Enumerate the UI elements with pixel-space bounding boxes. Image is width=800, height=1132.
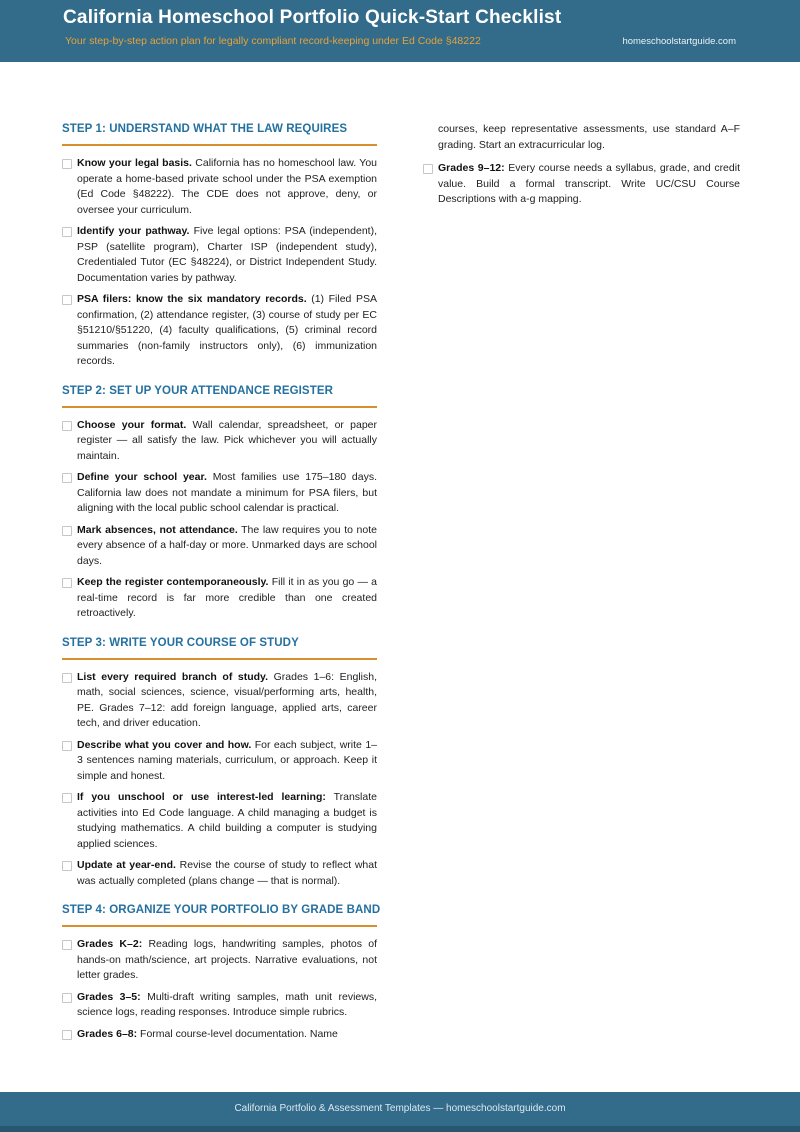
item-label: Grades 9–12: bbox=[438, 162, 505, 174]
item-label: If you unschool or use interest-led learning: bbox=[77, 791, 326, 803]
item-label: Define your school year. bbox=[77, 471, 207, 483]
step-2-heading: STEP 2: SET UP YOUR ATTENDANCE REGISTER bbox=[62, 384, 333, 397]
step-4-heading: STEP 4: ORGANIZE YOUR PORTFOLIO BY GRADE BAND bbox=[62, 904, 381, 916]
site-url: homeschoolstartguide.com bbox=[622, 36, 736, 47]
checkbox-icon bbox=[62, 578, 72, 588]
checkbox-icon bbox=[62, 940, 72, 950]
footer-bottom-strip bbox=[0, 1126, 800, 1132]
item-label: Describe what you cover and how. bbox=[77, 738, 252, 751]
page-subtitle: Your step-by-step action plan for legally compliant record-keeping under Ed Code §48222 bbox=[65, 35, 481, 47]
section-divider bbox=[62, 925, 377, 927]
item-label: Identify your pathway. bbox=[77, 225, 190, 237]
item-label: Mark absences, not attendance. bbox=[77, 523, 238, 536]
item-label: Choose your format. bbox=[77, 418, 187, 431]
checkbox-icon bbox=[423, 164, 433, 174]
item-text: The law requires you to note every absence of a half-day or more. Unmarked days are school days. bbox=[77, 523, 377, 567]
checkbox-icon bbox=[62, 227, 72, 237]
checklist-item bbox=[62, 790, 377, 852]
checklist-item bbox=[62, 575, 377, 622]
checklist-item bbox=[62, 156, 377, 218]
item-text: Formal course-level documentation. Name bbox=[140, 1027, 338, 1040]
step-4-items bbox=[62, 937, 377, 1042]
checklist-item bbox=[62, 1027, 377, 1043]
item-text: Most families use 175–180 days. California law does not mandate a minimum for PSA filers, but aligning with the local public school calendar is practical. bbox=[77, 471, 377, 514]
step-3-heading: STEP 3: WRITE YOUR COURSE OF STUDY bbox=[62, 636, 299, 649]
checkbox-icon bbox=[62, 295, 72, 305]
checkbox-icon bbox=[62, 993, 72, 1003]
item-label: Know your legal basis. bbox=[77, 157, 192, 169]
section-divider bbox=[62, 658, 377, 660]
item-text: California has no homeschool law. You operate a home-based private school under the PSA exemption (Ed Code §48222). The CDE does not approve, deny, or oversee your curriculum. bbox=[77, 157, 377, 216]
item-label: List every required branch of study. bbox=[77, 670, 269, 683]
step-4-section bbox=[62, 903, 381, 1042]
checkbox-icon bbox=[62, 741, 72, 751]
item-text: For each subject, write 1–3 sentences naming materials, curriculum, or approach. Keep it simple and honest. bbox=[77, 738, 377, 782]
checkbox-icon bbox=[62, 1030, 72, 1040]
checklist-item bbox=[423, 161, 740, 208]
checkbox-icon bbox=[62, 421, 72, 431]
step-3-items bbox=[62, 670, 377, 890]
step-1-items bbox=[62, 156, 377, 370]
checkbox-icon bbox=[62, 793, 72, 803]
page-title: California Homeschool Portfolio Quick-Start Checklist bbox=[63, 7, 562, 28]
item-label: Grades K–2: bbox=[77, 938, 143, 950]
checklist-item-continuation bbox=[423, 122, 740, 153]
item-label: Keep the register contemporaneously. bbox=[77, 576, 269, 588]
item-text-continued: courses, keep representative assessments, use standard A–F grading. Start an extracurricular log. bbox=[438, 123, 740, 151]
checklist-item bbox=[62, 292, 377, 370]
item-label: Update at year-end. bbox=[77, 859, 176, 871]
checklist-item bbox=[62, 858, 377, 889]
item-text: Every course needs a syllabus, grade, and credit value. Build a formal transcript. Write UC/CSU Course Descriptions with a-g mapping. bbox=[438, 162, 740, 205]
item-text: Five legal options: PSA (independent), PSP (satellite program), Charter ISP (independent study), Credentialed Tutor (EC §48224), or District Independent Study. Documentation varies by pathway. bbox=[77, 225, 377, 284]
step-2-section bbox=[62, 384, 377, 622]
item-label: PSA filers: know the six mandatory records. bbox=[77, 293, 307, 305]
step-2-items bbox=[62, 418, 377, 622]
item-text: Wall calendar, spreadsheet, or paper register — all satisfy the law. Pick whichever you will actually maintain. bbox=[77, 418, 377, 462]
checklist-item bbox=[62, 224, 377, 286]
checklist-item bbox=[62, 990, 377, 1021]
section-divider bbox=[62, 406, 377, 408]
item-label: Grades 6–8: bbox=[77, 1027, 138, 1040]
item-text: Reading logs, handwriting samples, photos of hands-on math/science, art projects. Narrative evaluations, not letter grades. bbox=[77, 938, 377, 981]
checkbox-icon bbox=[62, 861, 72, 871]
step-1-heading: STEP 1: UNDERSTAND WHAT THE LAW REQUIRES bbox=[62, 123, 348, 135]
header-band bbox=[0, 0, 800, 62]
item-text: Multi-draft writing samples, math unit reviews, science logs, reading responses. Introduce simple rubrics. bbox=[77, 990, 378, 1018]
checklist-item bbox=[62, 523, 377, 570]
item-text: Fill it in as you go — a real-time record is far more credible than one created retroactively. bbox=[77, 576, 378, 619]
checklist-item bbox=[62, 738, 377, 785]
step-3-section bbox=[62, 636, 377, 890]
item-text: (1) Filed PSA confirmation, (2) attendance register, (3) course of study per EC §51210/§51220, (4) faculty qualifications, (5) criminal record summaries (non-family instructors only), (6) immunization records. bbox=[77, 293, 377, 367]
item-text: Revise the course of study to reflect what was actually completed (plans change — that is normal). bbox=[77, 859, 377, 887]
column-left bbox=[62, 122, 381, 1042]
checkbox-icon bbox=[62, 159, 72, 169]
item-label: Grades 3–5: bbox=[77, 990, 141, 1003]
checkbox-icon bbox=[62, 673, 72, 683]
item-text: Grades 1–6: English, math, social sciences, science, visual/performing arts, health, PE. Grades 7–12: add foreign language, applied arts, career tech, and driver education. bbox=[77, 670, 377, 729]
checkbox-icon bbox=[62, 526, 72, 536]
checklist-item bbox=[62, 470, 377, 517]
checkbox-icon bbox=[62, 473, 72, 483]
section-divider bbox=[62, 144, 377, 146]
column-right bbox=[423, 122, 740, 208]
checklist-item bbox=[62, 418, 377, 465]
step-1-section bbox=[62, 122, 377, 370]
footer-band bbox=[0, 1092, 800, 1126]
checklist-item bbox=[62, 670, 377, 732]
footer-text: California Portfolio & Assessment Templates — homeschoolstartguide.com bbox=[234, 1103, 566, 1114]
checklist-item bbox=[62, 937, 377, 984]
item-text: Translate activities into Ed Code language. A child managing a budget is studying mathematics. A child building a computer is studying applied sciences. bbox=[77, 791, 377, 850]
